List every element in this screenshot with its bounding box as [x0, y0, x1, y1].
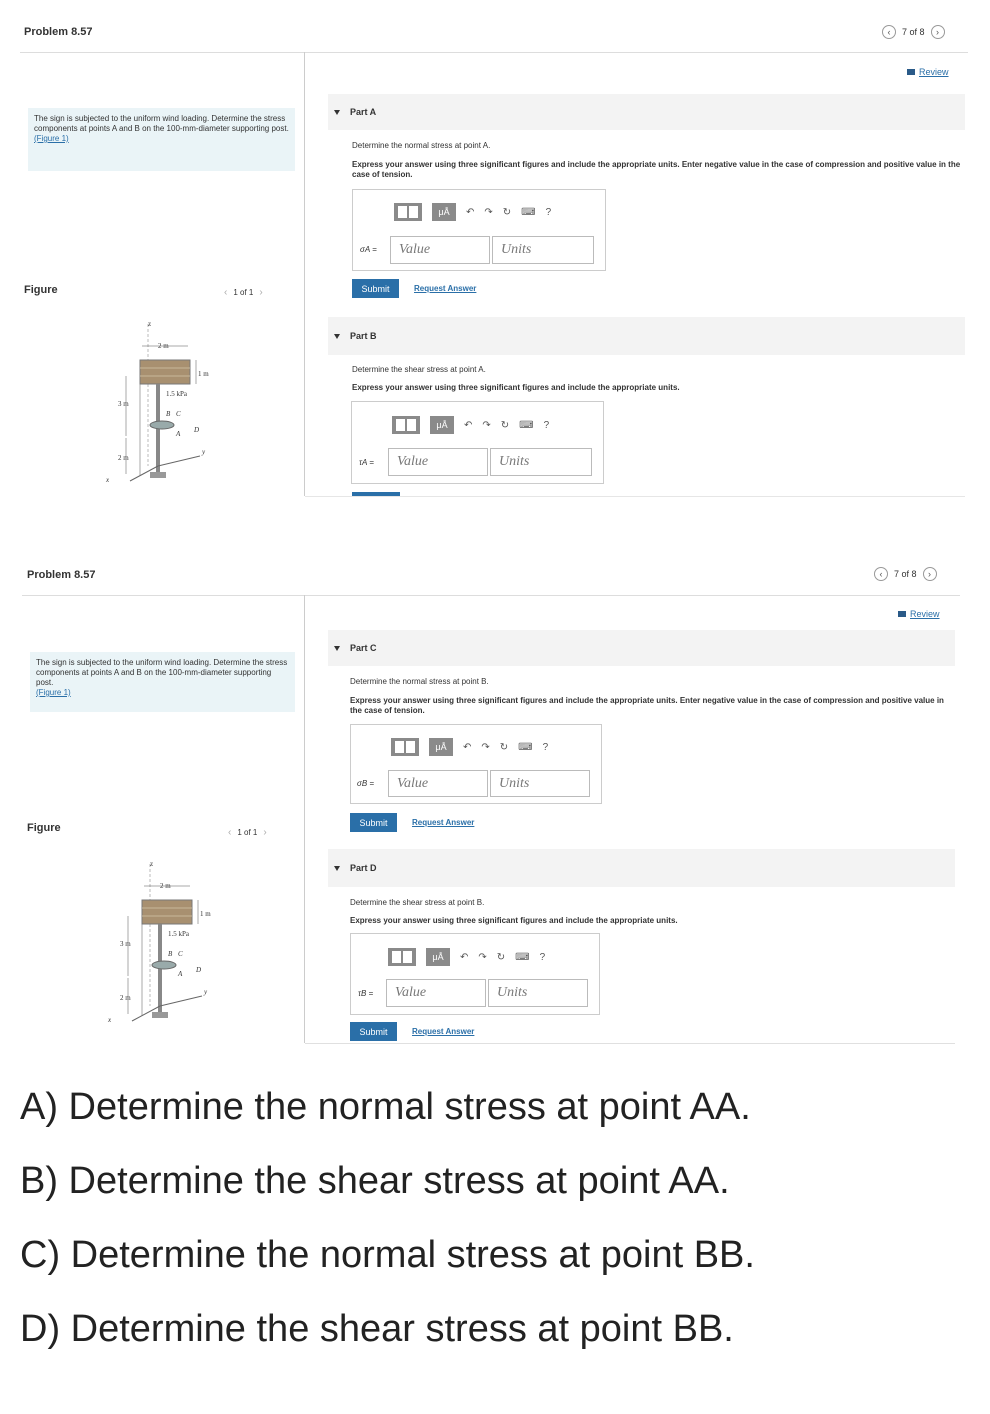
units-icon[interactable]: μÅ: [432, 203, 456, 221]
request-answer-link[interactable]: Request Answer: [412, 818, 475, 827]
request-answer-link[interactable]: Request Answer: [412, 1027, 475, 1036]
question-text: Determine the normal stress at point A.: [352, 141, 491, 150]
part-title: Part A: [350, 107, 377, 117]
prev-arrow-icon[interactable]: ‹: [874, 567, 888, 581]
value-input[interactable]: Value: [388, 448, 488, 476]
problem-text: The sign is subjected to the uniform wind loading. Determine the stress components at points A and B on the 100-mm-diameter supporting post.: [36, 658, 288, 687]
point-b-label: B: [166, 410, 171, 418]
figure-pager: [224, 287, 263, 298]
template-icon[interactable]: [394, 203, 422, 221]
next-figure-icon[interactable]: ›: [259, 287, 263, 298]
part-title: Part C: [350, 643, 377, 653]
question-text: Determine the shear stress at point A.: [352, 365, 486, 374]
collapse-triangle-icon: [334, 866, 340, 871]
collapse-triangle-icon: [334, 334, 340, 339]
crop-edge: [305, 1043, 955, 1044]
figure-pager-label: 1 of 1: [233, 288, 254, 297]
keyboard-icon[interactable]: ⌨: [515, 951, 530, 963]
dim-3m: 3 m: [118, 400, 129, 408]
units-icon[interactable]: μÅ: [429, 738, 453, 756]
prev-arrow-icon[interactable]: ‹: [882, 25, 896, 39]
prev-figure-icon[interactable]: ‹: [224, 287, 228, 298]
tau-b-symbol: τB =: [358, 989, 374, 998]
sign-figure: [100, 316, 230, 496]
figure-link[interactable]: (Figure 1): [34, 134, 69, 143]
template-icon[interactable]: [391, 738, 419, 756]
problem-text: The sign is subjected to the uniform wind loading. Determine the stress components at points A and B on the 100-mm-diameter supporting post.: [34, 114, 289, 133]
part-title: Part B: [350, 331, 377, 341]
help-icon[interactable]: ?: [545, 206, 552, 218]
review-icon: [907, 69, 915, 75]
part-c-header[interactable]: [328, 630, 955, 666]
next-figure-icon[interactable]: ›: [263, 827, 267, 838]
question-c: C) Determine the normal stress at point BB.: [20, 1234, 755, 1276]
screen-2: [0, 560, 990, 1046]
sign-board: [142, 900, 192, 924]
part-d-header[interactable]: [328, 849, 955, 887]
undo-icon[interactable]: ↶: [464, 419, 473, 431]
collapse-triangle-icon: [334, 646, 340, 651]
reset-icon[interactable]: ↻: [502, 206, 512, 218]
value-input[interactable]: Value: [388, 770, 488, 797]
dim-2m-top: 2 m: [160, 882, 171, 890]
sign-board: [140, 360, 190, 384]
undo-icon[interactable]: ↶: [460, 951, 469, 963]
figure-pager: [228, 827, 267, 838]
value-input[interactable]: Value: [386, 979, 486, 1007]
tau-a-symbol: τA =: [359, 458, 374, 467]
pager-label: 7 of 8: [894, 569, 917, 579]
dim-1m: 1 m: [198, 370, 209, 378]
point-c-label: C: [176, 410, 181, 418]
template-icon[interactable]: [392, 416, 420, 434]
figure-label: Figure: [27, 822, 61, 834]
pager-label: 7 of 8: [902, 27, 925, 37]
undo-icon[interactable]: ↶: [466, 206, 475, 218]
dim-2m-top: 2 m: [158, 342, 169, 350]
point-a-label: A: [176, 430, 181, 438]
value-input[interactable]: Value: [390, 236, 490, 264]
request-answer-link[interactable]: Request Answer: [414, 284, 477, 293]
redo-icon[interactable]: ↷: [484, 206, 493, 218]
figure-pager-label: 1 of 1: [237, 828, 258, 837]
divider: [20, 52, 968, 53]
problem-title: Problem 8.57: [27, 569, 96, 581]
review-label: Review: [919, 67, 949, 77]
problem-pager: [882, 25, 945, 39]
review-link[interactable]: [898, 609, 940, 619]
help-icon[interactable]: ?: [539, 951, 546, 963]
point-d-label: D: [194, 426, 200, 434]
problem-title: Problem 8.57: [24, 26, 93, 38]
question-text: Determine the shear stress at point B.: [350, 898, 485, 907]
units-input[interactable]: Units: [490, 448, 592, 476]
axis-y-label: y: [204, 988, 208, 996]
part-a-header[interactable]: [328, 94, 965, 130]
question-d: D) Determine the shear stress at point BB.: [20, 1308, 734, 1350]
part-title: Part D: [350, 863, 377, 873]
next-arrow-icon[interactable]: ›: [931, 25, 945, 39]
figure-label: Figure: [24, 284, 58, 296]
reset-icon[interactable]: ↻: [496, 951, 506, 963]
equation-toolbar: [394, 203, 551, 221]
question-text: Determine the normal stress at point B.: [350, 677, 489, 686]
redo-icon[interactable]: ↷: [482, 419, 491, 431]
next-arrow-icon[interactable]: ›: [923, 567, 937, 581]
load-label: 1.5 kPa: [168, 930, 189, 938]
divider: [22, 595, 960, 596]
point-a-label: A: [178, 970, 183, 978]
sigma-b-symbol: σB =: [357, 779, 375, 788]
axis-z-label: z: [148, 320, 152, 328]
redo-icon[interactable]: ↷: [481, 741, 490, 753]
load-label: 1.5 kPa: [166, 390, 187, 398]
axis-z-label: z: [150, 860, 154, 868]
instructions-text: Express your answer using three significant figures and include the appropriate units. Enter negative value in the case of compression and positive value in the case of tension.: [352, 160, 961, 179]
problem-pager: [874, 567, 937, 581]
dim-2m-side: 2 m: [120, 994, 131, 1002]
problem-statement: [30, 652, 295, 712]
axis-x-label: x: [108, 1016, 112, 1024]
reset-icon[interactable]: ↻: [500, 419, 510, 431]
equation-toolbar: [392, 416, 549, 434]
crop-edge: [305, 496, 965, 497]
collapse-triangle-icon: [334, 110, 340, 115]
point-d-label: D: [196, 966, 202, 974]
equation-toolbar: [391, 738, 548, 756]
equation-toolbar: [388, 948, 545, 966]
units-icon[interactable]: μÅ: [426, 948, 450, 966]
reset-icon[interactable]: ↻: [499, 741, 509, 753]
submit-button[interactable]: Submit: [350, 1022, 397, 1041]
units-input[interactable]: Units: [492, 236, 594, 264]
keyboard-icon[interactable]: ⌨: [519, 419, 534, 431]
dim-2m-side: 2 m: [118, 454, 129, 462]
keyboard-icon[interactable]: ⌨: [521, 206, 536, 218]
part-b-header[interactable]: [328, 317, 965, 355]
divider: [304, 52, 305, 496]
point-b-label: B: [168, 950, 173, 958]
review-link[interactable]: [907, 67, 949, 77]
review-label: Review: [910, 609, 940, 619]
units-input[interactable]: Units: [488, 979, 588, 1007]
submit-button[interactable]: Submit: [350, 813, 397, 832]
sigma-a-symbol: σA =: [360, 245, 377, 254]
sign-figure: [102, 856, 232, 1036]
keyboard-icon[interactable]: ⌨: [518, 741, 533, 753]
dim-1m: 1 m: [200, 910, 211, 918]
instructions-text: Express your answer using three significant figures and include the appropriate units.: [350, 916, 678, 925]
units-input[interactable]: Units: [490, 770, 590, 797]
help-icon[interactable]: ?: [542, 741, 549, 753]
axis-x-label: x: [106, 476, 110, 484]
screen-1: [0, 0, 990, 500]
instructions-text: Express your answer using three significant figures and include the appropriate units. Enter negative value in the case of compression and positive value in the case of tension.: [350, 696, 944, 715]
question-b: B) Determine the shear stress at point AA.: [20, 1160, 730, 1202]
template-icon[interactable]: [388, 948, 416, 966]
review-icon: [898, 611, 906, 617]
problem-statement: [28, 108, 295, 171]
submit-button[interactable]: Submit: [352, 279, 399, 298]
undo-icon[interactable]: ↶: [463, 741, 472, 753]
prev-figure-icon[interactable]: ‹: [228, 827, 232, 838]
point-c-label: C: [178, 950, 183, 958]
figure-link[interactable]: (Figure 1): [36, 688, 71, 697]
instructions-text: Express your answer using three significant figures and include the appropriate units.: [352, 383, 680, 392]
units-icon[interactable]: μÅ: [430, 416, 454, 434]
help-icon[interactable]: ?: [543, 419, 550, 431]
dim-3m: 3 m: [120, 940, 131, 948]
divider: [304, 595, 305, 1043]
axis-y-label: y: [202, 448, 206, 456]
question-a: A) Determine the normal stress at point AA.: [20, 1086, 751, 1128]
redo-icon[interactable]: ↷: [478, 951, 487, 963]
